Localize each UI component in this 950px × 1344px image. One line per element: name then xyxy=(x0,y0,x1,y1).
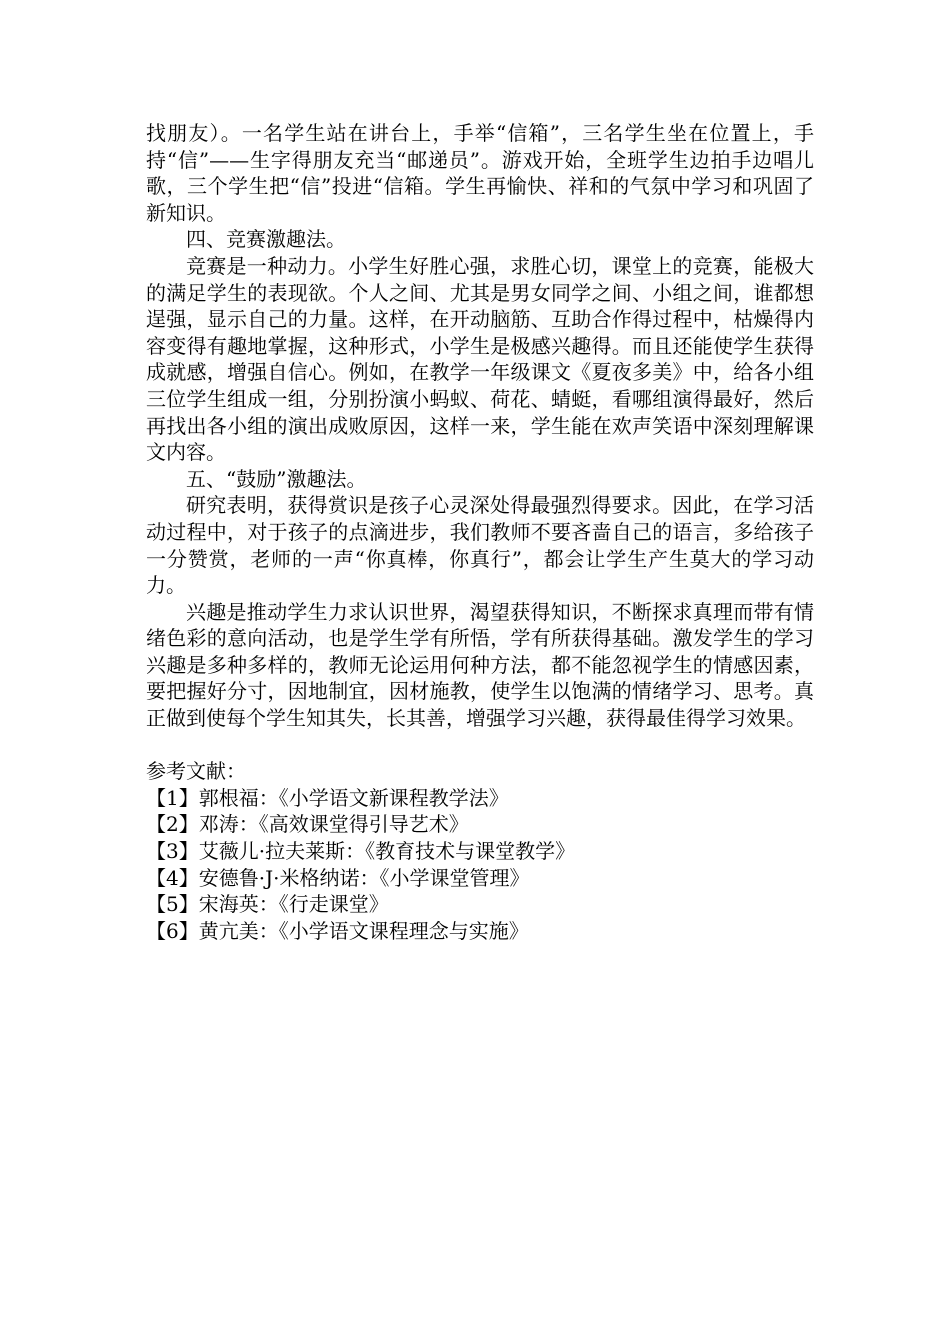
body-text xyxy=(146,120,814,732)
reference-item: 【1】郭根福：《小学语文新课程教学法》 xyxy=(146,785,509,810)
references-section xyxy=(146,758,814,944)
paragraph-conclusion: 兴趣是推动学生力求认识世界，渴望获得知识，不断探求真理而带有情绪色彩的意向活动，也是学生学有所悟，学有所获得基础。激发学生的学习兴趣是多种多样的，教师无论运用何种方法，都不能忽视学生的情感因素，要把握好分寸，因地制宜，因材施教，使学生以饱满的情绪学习、思考。真正做到使每个学生知其失，长其善，增强学习兴趣，获得最佳得学习效果。 xyxy=(146,599,814,731)
section-heading-encouragement: 五、“鼓励”激趣法。 xyxy=(186,466,367,491)
section-heading-competition: 四、竞赛激趣法。 xyxy=(186,227,346,252)
references-heading: 参考文献： xyxy=(146,759,246,784)
document-page xyxy=(146,120,814,944)
paragraph-continuation: 找朋友）。一名学生站在讲台上，手举“信箱”，三名学生坐在位置上，手持“信”——生字得朋友充当“邮递员”。游戏开始，全班学生边拍手边唱儿歌，三个学生把“信”投进“信箱。学生再愉快、祥和的气氛中学习和巩固了新知识。 xyxy=(146,121,814,225)
paragraph-competition: 竞赛是一种动力。小学生好胜心强，求胜心切，课堂上的竞赛，能极大的满足学生的表现欲。个人之间、尤其是男女同学之间、小组之间，谁都想逞强，显示自己的力量。这样，在开动脑筋、互助合作得过程中，枯燥得内容变得有趣地掌握，这种形式，小学生是极感兴趣得。而且还能使学生获得成就感，增强自信心。例如，在教学一年级课文《夏夜多美》中，给各小组三位学生组成一组，分别扮演小蚂蚁、荷花、蜻蜓，看哪组演得最好，然后再找出各小组的演出成败原因，这样一来，学生能在欢声笑语中深刻理解课文内容。 xyxy=(146,253,814,465)
references-list xyxy=(146,785,814,945)
reference-item: 【6】黄亢美：《小学语文课程理念与实施》 xyxy=(146,918,529,943)
paragraph-encouragement: 研究表明，获得赏识是孩子心灵深处得最强烈得要求。因此，在学习活动过程中，对于孩子的点滴进步，我们教师不要吝啬自己的语言，多给孩子一分赞赏，老师的一声“你真棒，你真行”，都会让学生产生莫大的学习动力。 xyxy=(146,493,814,598)
reference-item: 【5】宋海英：《行走课堂》 xyxy=(146,892,389,917)
reference-item: 【2】邓涛：《高效课堂得引导艺术》 xyxy=(146,812,469,837)
reference-item: 【4】安德鲁·J·米格纳诺：《小学课堂管理》 xyxy=(146,865,530,890)
spacer xyxy=(146,732,814,759)
reference-item: 【3】艾薇儿·拉夫莱斯：《教育技术与课堂教学》 xyxy=(146,839,576,864)
